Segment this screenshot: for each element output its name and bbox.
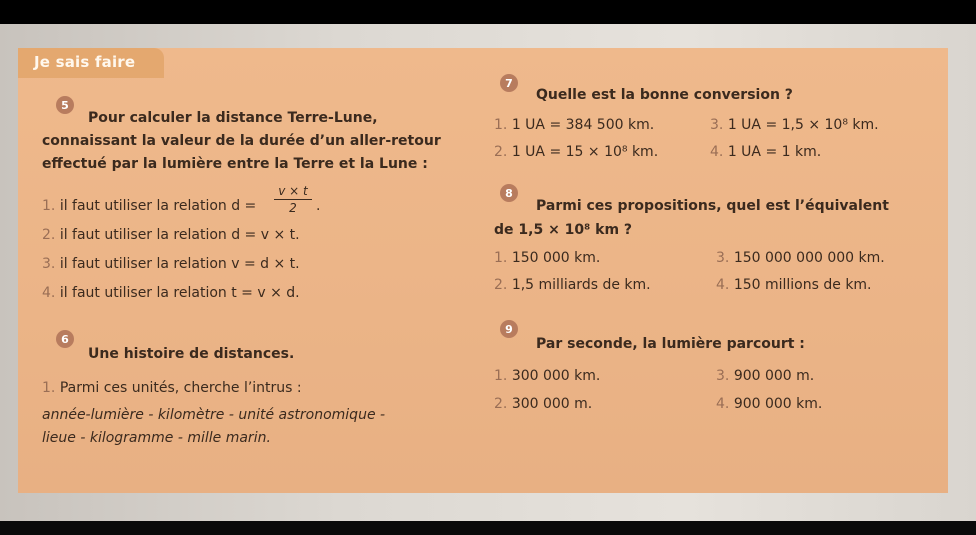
ex7-title: Quelle est la bonne conversion ? [536, 87, 793, 103]
ex9-option-3: 3. 900 000 m. [716, 368, 815, 384]
ex5-option-1-tail: . [316, 198, 321, 214]
ex9-option-1: 1. 300 000 km. [494, 368, 601, 384]
ex5-option-1: 1. il faut utiliser la relation d = [42, 198, 257, 214]
ex9-title: Par seconde, la lumière parcourt : [536, 336, 805, 352]
ex7-option-1: 1. 1 UA = 384 500 km. [494, 117, 655, 133]
ex5-option-4: 4. il faut utiliser la relation t = v × d. [42, 285, 300, 301]
fraction-numerator: v × t [278, 184, 308, 198]
ex8-option-1: 1. 150 000 km. [494, 250, 601, 266]
ex6-list-line2: lieue - kilogramme - mille marin. [42, 430, 271, 446]
ex8-option-3: 3. 150 000 000 000 km. [716, 250, 885, 266]
ex5-option-3: 3. il faut utiliser la relation v = d × t. [42, 256, 300, 272]
section-header: Je sais faire [34, 53, 136, 71]
ex6-question: 1. Parmi ces unités, cherche l’intrus : [42, 380, 302, 396]
ex7-option-2: 2. 1 UA = 15 × 10⁸ km. [494, 144, 659, 160]
ex6-title: Une histoire de distances. [88, 346, 295, 362]
ex8-option-4: 4. 150 millions de km. [716, 277, 872, 293]
exercise-9-badge: 9 [500, 320, 518, 338]
ex8-option-2: 2. 1,5 milliards de km. [494, 277, 651, 293]
ex6-list-line1: année-lumière - kilomètre - unité astronomique - [42, 407, 386, 423]
ex9-option-4: 4. 900 000 km. [716, 396, 823, 412]
ex5-fraction [274, 184, 312, 215]
ex8-title: Parmi ces propositions, quel est l’équivalent [536, 198, 889, 214]
ex5-option-2: 2. il faut utiliser la relation d = v × t. [42, 227, 300, 243]
ex5-prompt-line2: connaissant la valeur de la durée d’un aller-retour [42, 133, 441, 149]
exercise-7-badge: 7 [500, 74, 518, 92]
ex7-option-3: 3. 1 UA = 1,5 × 10⁸ km. [710, 117, 879, 133]
ex5-prompt-line1: Pour calculer la distance Terre-Lune, [88, 110, 378, 126]
ex8-title-line2: de 1,5 × 10⁸ km ? [494, 222, 633, 238]
exercise-5-badge: 5 [56, 96, 74, 114]
bottom-border [0, 521, 976, 535]
ex9-option-2: 2. 300 000 m. [494, 396, 593, 412]
ex7-option-4: 4. 1 UA = 1 km. [710, 144, 822, 160]
exercise-6-badge: 6 [56, 330, 74, 348]
ex5-prompt-line3: effectué par la lumière entre la Terre et la Lune : [42, 156, 428, 172]
exercise-8-badge: 8 [500, 184, 518, 202]
fraction-denominator: 2 [289, 201, 297, 215]
